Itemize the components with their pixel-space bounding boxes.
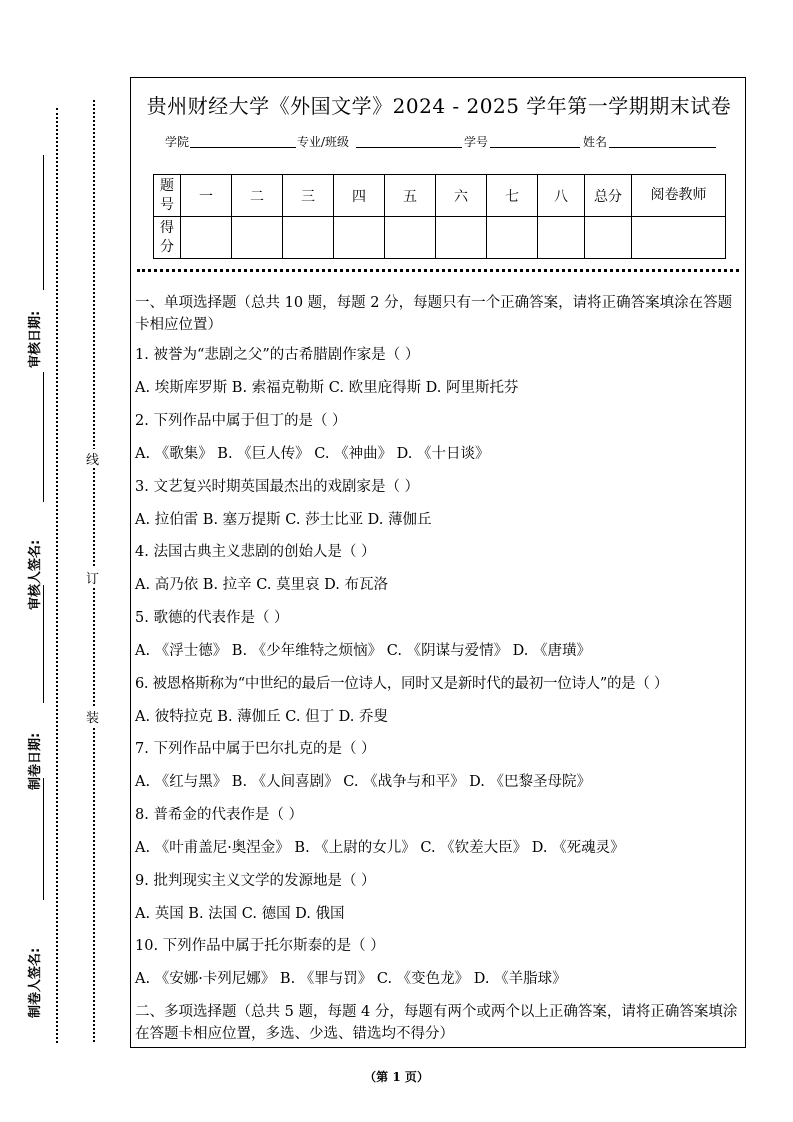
question-10-stem: 10. 下列作品中属于托尔斯泰的是（ ）	[135, 938, 385, 954]
name-field[interactable]	[609, 147, 716, 148]
col-5: 五	[385, 175, 436, 217]
binding-char-line: 线	[86, 449, 99, 468]
question-9-options: A. 英国 B. 法国 C. 德国 D. 俄国	[135, 906, 345, 922]
col-total: 总分	[585, 175, 632, 217]
col-7: 七	[487, 175, 538, 217]
major-field[interactable]	[356, 147, 462, 148]
name-label: 姓名	[583, 135, 608, 149]
grader-cell[interactable]	[632, 217, 726, 259]
score-cell[interactable]	[232, 217, 283, 259]
maker-sign-line	[43, 778, 44, 900]
major-label: 专业/班级	[297, 135, 350, 149]
question-7-options: A. 《红与黑》 B. 《人间喜剧》 C. 《战争与和平》 D. 《巴黎圣母院》	[135, 774, 592, 790]
question-1-options: A. 埃斯库罗斯 B. 索福克勒斯 C. 欧里庇得斯 D. 阿里斯托芬	[135, 380, 519, 396]
make-date-label: 制卷日期:	[28, 732, 43, 790]
reviewer-sign-line	[43, 372, 44, 502]
college-field[interactable]	[190, 147, 296, 148]
student-id-field[interactable]	[490, 147, 580, 148]
college-label: 学院	[165, 135, 190, 149]
review-date-line	[43, 155, 44, 290]
row-label-score: 得分	[154, 217, 181, 259]
col-4: 四	[334, 175, 385, 217]
binding-char-order: 订	[86, 568, 99, 587]
score-table-score-row	[154, 217, 726, 259]
question-4-options: A. 高乃依 B. 拉辛 C. 莫里哀 D. 布瓦洛	[135, 577, 389, 593]
question-8-options: A. 《叶甫盖尼·奥涅金》 B. 《上尉的女儿》 C. 《钦差大臣》 D. 《死魂灵》	[135, 840, 625, 856]
question-1-stem: 1. 被誉为“悲剧之父”的古希腊剧作家是（ ）	[135, 347, 420, 363]
score-table-header-row	[154, 175, 726, 217]
question-5-options: A. 《浮士德》 B. 《少年维特之烦恼》 C. 《阴谋与爱情》 D. 《唐璜》	[135, 643, 592, 659]
reviewer-sign-label: 审核人签名:	[28, 539, 43, 610]
score-cell[interactable]	[538, 217, 585, 259]
question-9-stem: 9. 批判现实主义文学的发源地是（ ）	[135, 873, 376, 889]
col-2: 二	[232, 175, 283, 217]
question-7-stem: 7. 下列作品中属于巴尔扎克的是（ ）	[135, 741, 376, 757]
question-3-options: A. 拉伯雷 B. 塞万提斯 C. 莎士比亚 D. 薄伽丘	[135, 512, 432, 528]
col-1: 一	[181, 175, 232, 217]
review-date-label: 审核日期:	[28, 310, 43, 368]
col-8: 八	[538, 175, 585, 217]
col-6: 六	[436, 175, 487, 217]
question-3-stem: 3. 文艺复兴时期英国最杰出的戏剧家是（ ）	[135, 479, 420, 495]
question-6-options: A. 彼特拉克 B. 薄伽丘 C. 但丁 D. 乔叟	[135, 709, 389, 725]
question-5-stem: 5. 歌德的代表作是（ ）	[135, 610, 289, 626]
question-2-options: A. 《歌集》 B. 《巨人传》 C. 《神曲》 D. 《十日谈》	[135, 446, 490, 462]
make-date-line	[43, 585, 44, 703]
dotted-separator-outer	[56, 108, 58, 1043]
score-cell[interactable]	[436, 217, 487, 259]
score-cell[interactable]	[334, 217, 385, 259]
score-cell[interactable]	[181, 217, 232, 259]
maker-sign-label: 制卷人签名:	[28, 947, 43, 1018]
col-grader: 阅卷教师	[632, 175, 726, 217]
student-id-label: 学号	[464, 135, 489, 149]
score-table	[153, 174, 726, 259]
header-separator	[137, 269, 739, 272]
exam-title: 贵州财经大学《外国文学》2024 - 2025 学年第一学期期末试卷	[146, 94, 732, 118]
binding-char-seal: 装	[86, 707, 99, 726]
question-6-stem: 6. 被恩格斯称为“中世纪的最后一位诗人，同时又是新时代的最初一位诗人”的是（ ）	[135, 676, 669, 692]
col-3: 三	[283, 175, 334, 217]
question-10-options: A. 《安娜·卡列尼娜》 B. 《罪与罚》 C. 《变色龙》 D. 《羊脂球》	[135, 971, 567, 987]
question-2-stem: 2. 下列作品中属于但丁的是（ ）	[135, 413, 347, 429]
row-label-number: 题号	[154, 175, 181, 217]
exam-frame	[130, 77, 746, 1048]
score-cell[interactable]	[385, 217, 436, 259]
score-cell[interactable]	[487, 217, 538, 259]
question-4-stem: 4. 法国古典主义悲剧的创始人是（ ）	[135, 544, 376, 560]
score-cell[interactable]	[283, 217, 334, 259]
question-8-stem: 8. 普希金的代表作是（ ）	[135, 807, 304, 823]
section1-heading: 一、单项选择题（总共 10 题，每题 2 分，每题只有一个正确答案，请将正确答案填涂在答题卡相应位置）	[135, 295, 733, 333]
score-cell[interactable]	[585, 217, 632, 259]
section2-heading: 二、多项选择题（总共 5 题，每题 4 分，每题有两个或两个以上正确答案，请将正确答案填涂在答题卡相应位置，多选、少选、错选均不得分）	[135, 1004, 738, 1042]
page-number: （第 1 页）	[364, 1070, 429, 1084]
